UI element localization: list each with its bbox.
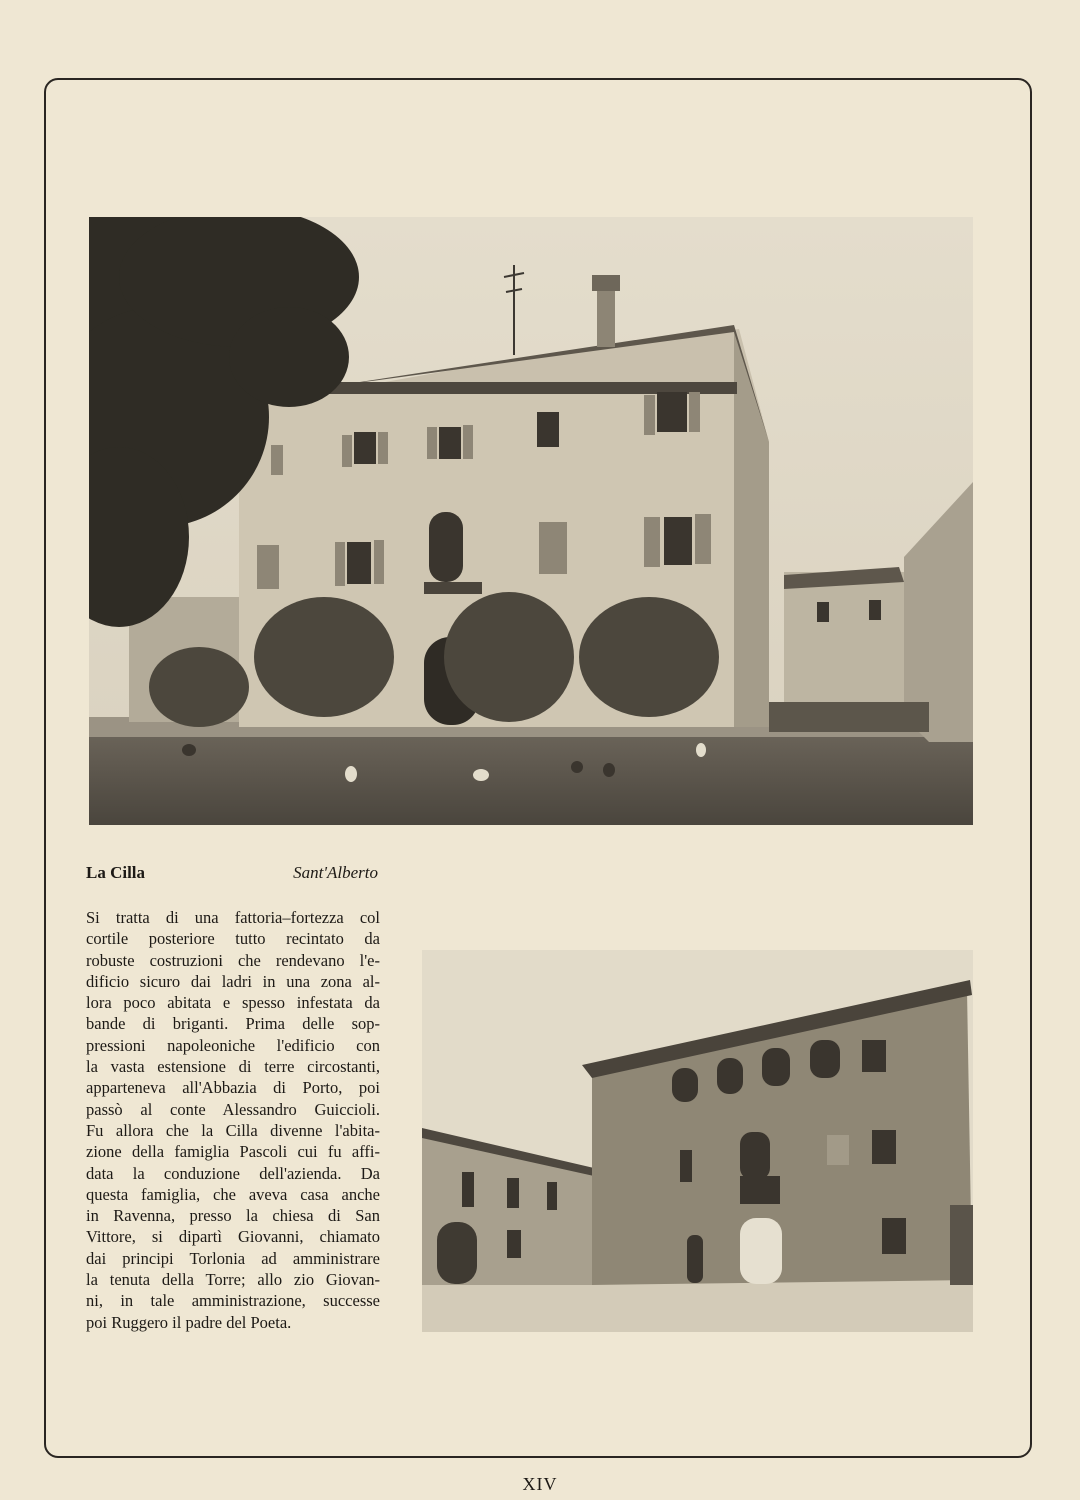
text-line: poi Ruggero il padre del Poeta. <box>86 1312 292 1332</box>
text-line: dai principi Torlonia ad amministrare <box>86 1248 380 1268</box>
text-line: Vittore, si dipartì Giovanni, chiamato <box>86 1227 380 1247</box>
text-line: robuste costruzioni che rendevano l'e- <box>86 950 380 970</box>
caption-place: Sant'Alberto <box>293 863 378 882</box>
text-line: in Ravenna, presso la chiesa di San <box>86 1206 380 1226</box>
text-line: passò al conte Alessandro Guiccioli. <box>86 1099 380 1119</box>
text-line: data la conduzione dell'azienda. Da <box>86 1163 380 1183</box>
caption-title: La Cilla <box>86 863 146 882</box>
text-line: Fu allora che la Cilla divenne l'abita- <box>86 1120 380 1140</box>
text-line: lora poco abitata e spesso infestata da <box>86 993 380 1013</box>
text-line: cortile posteriore tutto recintato da <box>86 929 380 949</box>
text-line: la tenuta della Torre; allo zio Giovan- <box>86 1270 380 1290</box>
text-line: pressioni napoleoniche l'edificio con <box>86 1035 380 1055</box>
text-line: ni, in tale amministrazione, successe <box>86 1291 380 1311</box>
text-line: apparteneva all'Abbazia di Porto, poi <box>86 1078 380 1098</box>
text-line: bande di briganti. Prima delle sop- <box>86 1014 380 1034</box>
photo-farmhouse-front <box>89 217 973 825</box>
text-line: la vasta estensione di terre circostanti, <box>86 1057 380 1077</box>
text-line: Si tratta di una fattoria–fortezza col <box>86 908 380 927</box>
photo-farmhouse-courtyard <box>422 950 973 1332</box>
body-paragraph <box>86 907 380 1333</box>
text-line: dificio sicuro dai ladri in una zona al- <box>86 971 380 991</box>
page-number: XIV <box>522 1474 558 1494</box>
text-line: zione della famiglia Pascoli cui fu affi- <box>86 1142 380 1162</box>
text-line: questa famiglia, che aveva casa anche <box>86 1184 380 1204</box>
photo-caption <box>86 862 378 884</box>
